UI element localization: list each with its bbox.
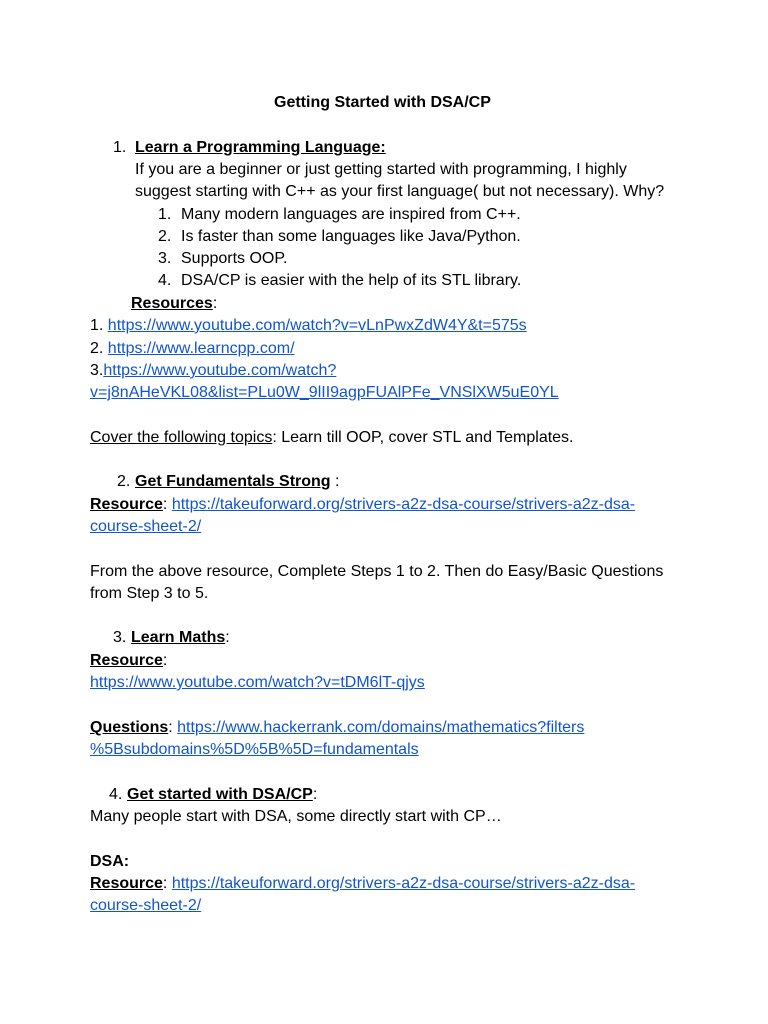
section2-note-line2: from Step 3 to 5. xyxy=(90,585,209,602)
section1-intro-line1: If you are a beginner or just getting started with programming, I highly xyxy=(135,161,627,178)
takeuforward-link-cont[interactable]: course-sheet-2/ xyxy=(90,518,202,535)
reason-text: Many modern languages are inspired from C++. xyxy=(181,206,521,223)
resource-link-row xyxy=(90,338,295,360)
reason-text: Supports OOP. xyxy=(181,250,288,267)
section3-heading-row xyxy=(131,627,230,649)
section2-heading-suffix: : xyxy=(330,473,340,490)
cover-label: Cover the following topics xyxy=(90,429,273,446)
cover-text: : Learn till OOP, cover STL and Templates. xyxy=(272,429,574,446)
questions-line-cont xyxy=(90,739,419,761)
resource-colon: : xyxy=(162,496,172,513)
section2-resource-line-cont xyxy=(90,516,201,538)
link-number: 3. xyxy=(90,362,104,379)
section2-resource-line xyxy=(90,494,635,516)
section3-heading: Learn Maths xyxy=(131,629,226,646)
youtube-maths-link[interactable]: https://www.youtube.com/watch?v=tDM6lT-qjys xyxy=(90,674,425,691)
resource-link-row xyxy=(90,382,559,404)
section3-resource-url-line xyxy=(90,672,425,694)
section4-number: 4. xyxy=(109,786,123,803)
takeuforward-dsa-link[interactable]: https://takeuforward.org/strivers-a2z-dsa-course/strivers-a2z-dsa- xyxy=(171,875,636,892)
resources-colon: : xyxy=(212,295,218,312)
document-title: Getting Started with DSA/CP xyxy=(274,94,491,111)
resource-label: Resource xyxy=(90,652,163,669)
section3-heading-suffix: : xyxy=(225,629,230,646)
resource-label: Resource xyxy=(90,496,163,513)
section1-heading: Learn a Programming Language: xyxy=(135,139,386,156)
section4-heading: Get started with DSA/CP xyxy=(127,786,313,803)
resources-heading xyxy=(131,293,217,315)
resource-link-row xyxy=(90,315,527,337)
section2-note-line1: From the above resource, Complete Steps 1 to 2. Then do Easy/Basic Questions xyxy=(90,563,664,580)
section4-resource-line-cont xyxy=(90,895,201,917)
cover-topics-line xyxy=(90,427,574,449)
resource-colon: : xyxy=(162,875,172,892)
section3-resource-line xyxy=(90,650,167,672)
takeuforward-link[interactable]: https://takeuforward.org/strivers-a2z-dsa-course/strivers-a2z-dsa- xyxy=(171,496,636,513)
section1-intro-line2: suggest starting with C++ as your first language( but not necessary). Why? xyxy=(135,183,665,200)
reason-number: 4. xyxy=(158,272,172,289)
section4-intro: Many people start with DSA, some directly start with CP… xyxy=(90,808,502,825)
link-number: 1. xyxy=(90,317,108,334)
reason-number: 3. xyxy=(158,250,172,267)
youtube-cpp-link[interactable]: https://www.youtube.com/watch?v=vLnPwxZdW4Y&t=575s xyxy=(107,317,527,334)
learncpp-link[interactable]: https://www.learncpp.com/ xyxy=(107,340,295,357)
takeuforward-dsa-link-cont[interactable]: course-sheet-2/ xyxy=(90,897,202,914)
resources-label: Resources xyxy=(131,295,213,312)
section4-heading-row xyxy=(127,784,317,806)
reason-text: Is faster than some languages like Java/Python. xyxy=(181,228,521,245)
link-number: 2. xyxy=(90,340,108,357)
section4-heading-suffix: : xyxy=(312,786,318,803)
questions-line xyxy=(90,717,584,739)
section1-number: 1. xyxy=(113,139,127,156)
section2-heading-row xyxy=(135,471,339,493)
section2-number: 2. xyxy=(117,473,131,490)
reason-number: 2. xyxy=(158,228,172,245)
youtube-playlist-link[interactable]: https://www.youtube.com/watch? xyxy=(103,362,337,379)
resource-link-row xyxy=(90,360,336,382)
reason-text: DSA/CP is easier with the help of its STL library. xyxy=(181,272,522,289)
dsa-label: DSA: xyxy=(90,853,130,870)
resource-label: Resource xyxy=(90,875,163,892)
section3-number: 3. xyxy=(113,629,127,646)
reason-number: 1. xyxy=(158,206,172,223)
resource-colon: : xyxy=(162,652,168,669)
hackerrank-link-cont[interactable]: %5Bsubdomains%5D%5B%5D=fundamentals xyxy=(90,741,419,758)
section2-heading: Get Fundamentals Strong xyxy=(135,473,331,490)
hackerrank-link[interactable]: https://www.hackerrank.com/domains/mathematics?filters xyxy=(177,719,585,736)
questions-label: Questions xyxy=(90,719,169,736)
questions-colon: : xyxy=(168,719,178,736)
youtube-playlist-link-cont[interactable]: v=j8nAHeVKL08&list=PLu0W_9lII9agpFUAlPFe_VNSlXW5uE0YL xyxy=(90,384,559,401)
section4-resource-line xyxy=(90,873,635,895)
